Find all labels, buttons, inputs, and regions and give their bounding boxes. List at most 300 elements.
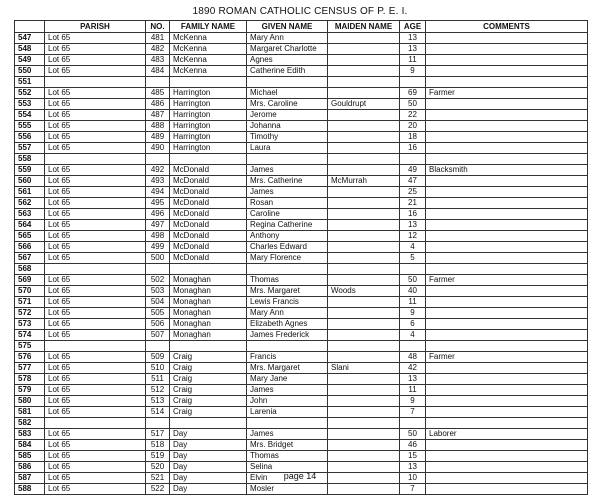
- given-name-cell: Rosan: [247, 198, 328, 209]
- parish-cell: Lot 65: [45, 99, 146, 110]
- age-cell: 22: [400, 110, 426, 121]
- age-cell: 18: [400, 132, 426, 143]
- family-name-cell: McDonald: [170, 220, 247, 231]
- given-name-cell: [247, 154, 328, 165]
- no-cell: 519: [146, 451, 170, 462]
- no-cell: 513: [146, 396, 170, 407]
- family-name-cell: Harrington: [170, 99, 247, 110]
- row-index: 565: [15, 231, 45, 242]
- age-cell: 50: [400, 99, 426, 110]
- table-row: [15, 231, 588, 242]
- maiden-name-cell: [328, 198, 400, 209]
- maiden-name-cell: [328, 55, 400, 66]
- comments-cell: Blacksmith: [426, 165, 588, 176]
- maiden-name-cell: [328, 319, 400, 330]
- no-cell: 495: [146, 198, 170, 209]
- given-name-cell: Elvin: [247, 473, 328, 484]
- family-name-cell: McDonald: [170, 253, 247, 264]
- parish-cell: Lot 65: [45, 440, 146, 451]
- table-row: [15, 66, 588, 77]
- table-row: [15, 154, 588, 165]
- no-cell: [146, 264, 170, 275]
- row-index: 556: [15, 132, 45, 143]
- given-name-cell: Anthony: [247, 231, 328, 242]
- parish-cell: Lot 65: [45, 55, 146, 66]
- parish-cell: Lot 65: [45, 176, 146, 187]
- age-cell: 46: [400, 440, 426, 451]
- family-name-cell: McDonald: [170, 242, 247, 253]
- row-index: 557: [15, 143, 45, 154]
- row-index: 561: [15, 187, 45, 198]
- row-index: 568: [15, 264, 45, 275]
- parish-cell: Lot 65: [45, 198, 146, 209]
- maiden-name-cell: [328, 374, 400, 385]
- no-cell: 512: [146, 385, 170, 396]
- age-cell: 48: [400, 352, 426, 363]
- age-cell: 13: [400, 44, 426, 55]
- row-index: 581: [15, 407, 45, 418]
- family-name-cell: McKenna: [170, 66, 247, 77]
- comments-cell: [426, 341, 588, 352]
- comments-cell: [426, 319, 588, 330]
- parish-cell: Lot 65: [45, 374, 146, 385]
- comments-cell: [426, 44, 588, 55]
- no-cell: 522: [146, 484, 170, 495]
- maiden-name-cell: [328, 429, 400, 440]
- row-index: 570: [15, 286, 45, 297]
- parish-cell: Lot 65: [45, 165, 146, 176]
- family-name-cell: McKenna: [170, 44, 247, 55]
- maiden-name-cell: Gouldrupt: [328, 99, 400, 110]
- comments-cell: [426, 385, 588, 396]
- parish-cell: Lot 65: [45, 407, 146, 418]
- no-cell: [146, 418, 170, 429]
- page-title: 1890 ROMAN CATHOLIC CENSUS OF P. E. I.: [192, 6, 408, 17]
- age-cell: [400, 341, 426, 352]
- no-cell: 497: [146, 220, 170, 231]
- comments-cell: [426, 220, 588, 231]
- maiden-name-cell: [328, 385, 400, 396]
- given-name-cell: Mary Ann: [247, 33, 328, 44]
- table-row: [15, 77, 588, 88]
- maiden-name-cell: [328, 121, 400, 132]
- family-name-cell: Craig: [170, 352, 247, 363]
- maiden-name-cell: [328, 407, 400, 418]
- comments-cell: [426, 143, 588, 154]
- column-header-age: AGE: [400, 21, 426, 33]
- no-cell: 493: [146, 176, 170, 187]
- parish-cell: Lot 65: [45, 451, 146, 462]
- no-cell: 484: [146, 66, 170, 77]
- given-name-cell: [247, 418, 328, 429]
- age-cell: 11: [400, 55, 426, 66]
- table-row: [15, 275, 588, 286]
- given-name-cell: Catherine Edith: [247, 66, 328, 77]
- family-name-cell: Day: [170, 440, 247, 451]
- age-cell: 9: [400, 396, 426, 407]
- row-index: 575: [15, 341, 45, 352]
- maiden-name-cell: [328, 66, 400, 77]
- row-index: 553: [15, 99, 45, 110]
- no-cell: 498: [146, 231, 170, 242]
- maiden-name-cell: [328, 396, 400, 407]
- given-name-cell: Margaret Charlotte: [247, 44, 328, 55]
- age-cell: 6: [400, 319, 426, 330]
- column-header-index: [15, 21, 45, 33]
- column-header-parish: PARISH: [45, 21, 146, 33]
- table-row: [15, 407, 588, 418]
- table-row: [15, 440, 588, 451]
- table-row: [15, 165, 588, 176]
- age-cell: [400, 154, 426, 165]
- given-name-cell: Mrs. Caroline: [247, 99, 328, 110]
- no-cell: 503: [146, 286, 170, 297]
- no-cell: 499: [146, 242, 170, 253]
- given-name-cell: Mary Florence: [247, 253, 328, 264]
- column-header-maiden-name: MAIDEN NAME: [328, 21, 400, 33]
- table-row: [15, 242, 588, 253]
- no-cell: 492: [146, 165, 170, 176]
- maiden-name-cell: [328, 132, 400, 143]
- no-cell: [146, 341, 170, 352]
- row-index: 582: [15, 418, 45, 429]
- age-cell: 11: [400, 297, 426, 308]
- maiden-name-cell: [328, 418, 400, 429]
- table-row: [15, 44, 588, 55]
- row-index: 587: [15, 473, 45, 484]
- comments-cell: Farmer: [426, 275, 588, 286]
- family-name-cell: Craig: [170, 374, 247, 385]
- row-index: 580: [15, 396, 45, 407]
- table-row: [15, 220, 588, 231]
- comments-cell: [426, 253, 588, 264]
- age-cell: 5: [400, 253, 426, 264]
- given-name-cell: Mrs. Margaret: [247, 286, 328, 297]
- no-cell: 505: [146, 308, 170, 319]
- age-cell: 21: [400, 198, 426, 209]
- row-index: 573: [15, 319, 45, 330]
- parish-cell: [45, 154, 146, 165]
- comments-cell: [426, 330, 588, 341]
- table-row: [15, 143, 588, 154]
- family-name-cell: Day: [170, 429, 247, 440]
- maiden-name-cell: [328, 484, 400, 495]
- row-index: 583: [15, 429, 45, 440]
- table-row: [15, 341, 588, 352]
- table-row: [15, 429, 588, 440]
- parish-cell: Lot 65: [45, 352, 146, 363]
- family-name-cell: McDonald: [170, 187, 247, 198]
- no-cell: 509: [146, 352, 170, 363]
- no-cell: 518: [146, 440, 170, 451]
- family-name-cell: Monaghan: [170, 286, 247, 297]
- age-cell: 16: [400, 143, 426, 154]
- age-cell: 69: [400, 88, 426, 99]
- no-cell: 483: [146, 55, 170, 66]
- family-name-cell: Day: [170, 484, 247, 495]
- age-cell: 49: [400, 165, 426, 176]
- row-index: 548: [15, 44, 45, 55]
- given-name-cell: James: [247, 429, 328, 440]
- comments-cell: Laborer: [426, 429, 588, 440]
- comments-cell: [426, 418, 588, 429]
- family-name-cell: Craig: [170, 363, 247, 374]
- age-cell: 7: [400, 484, 426, 495]
- maiden-name-cell: [328, 110, 400, 121]
- parish-cell: Lot 65: [45, 396, 146, 407]
- no-cell: [146, 154, 170, 165]
- census-table: [14, 20, 588, 495]
- given-name-cell: Lewis Francis: [247, 297, 328, 308]
- given-name-cell: Mrs. Catherine: [247, 176, 328, 187]
- page-number: page 14: [283, 471, 317, 481]
- given-name-cell: Agnes: [247, 55, 328, 66]
- family-name-cell: [170, 77, 247, 88]
- no-cell: 496: [146, 209, 170, 220]
- comments-cell: [426, 99, 588, 110]
- no-cell: 520: [146, 462, 170, 473]
- maiden-name-cell: [328, 440, 400, 451]
- table-row: [15, 297, 588, 308]
- parish-cell: Lot 65: [45, 143, 146, 154]
- no-cell: 521: [146, 473, 170, 484]
- table-row: [15, 253, 588, 264]
- parish-cell: Lot 65: [45, 209, 146, 220]
- table-row: [15, 330, 588, 341]
- comments-cell: [426, 110, 588, 121]
- age-cell: 11: [400, 385, 426, 396]
- given-name-cell: Elizabeth Agnes: [247, 319, 328, 330]
- parish-cell: Lot 65: [45, 253, 146, 264]
- maiden-name-cell: [328, 275, 400, 286]
- age-cell: [400, 418, 426, 429]
- maiden-name-cell: [328, 451, 400, 462]
- comments-cell: [426, 286, 588, 297]
- table-row: [15, 110, 588, 121]
- maiden-name-cell: [328, 264, 400, 275]
- maiden-name-cell: [328, 187, 400, 198]
- age-cell: 7: [400, 407, 426, 418]
- table-row: [15, 209, 588, 220]
- parish-cell: Lot 65: [45, 363, 146, 374]
- parish-cell: [45, 341, 146, 352]
- maiden-name-cell: [328, 220, 400, 231]
- given-name-cell: Laura: [247, 143, 328, 154]
- row-index: 562: [15, 198, 45, 209]
- given-name-cell: Selina: [247, 462, 328, 473]
- table-row: [15, 374, 588, 385]
- column-header-given-name: GIVEN NAME: [247, 21, 328, 33]
- parish-cell: Lot 65: [45, 121, 146, 132]
- row-index: 550: [15, 66, 45, 77]
- no-cell: 500: [146, 253, 170, 264]
- maiden-name-cell: [328, 341, 400, 352]
- given-name-cell: Johanna: [247, 121, 328, 132]
- comments-cell: [426, 77, 588, 88]
- parish-cell: Lot 65: [45, 308, 146, 319]
- age-cell: 50: [400, 429, 426, 440]
- table-row: [15, 319, 588, 330]
- parish-cell: Lot 65: [45, 88, 146, 99]
- row-index: 588: [15, 484, 45, 495]
- maiden-name-cell: [328, 143, 400, 154]
- table-row: [15, 396, 588, 407]
- parish-cell: Lot 65: [45, 275, 146, 286]
- column-header-comments: COMMENTS: [426, 21, 588, 33]
- parish-cell: Lot 65: [45, 297, 146, 308]
- age-cell: 16: [400, 209, 426, 220]
- no-cell: 486: [146, 99, 170, 110]
- given-name-cell: Mosler: [247, 484, 328, 495]
- row-index: 554: [15, 110, 45, 121]
- age-cell: 42: [400, 363, 426, 374]
- table-row: [15, 198, 588, 209]
- no-cell: 507: [146, 330, 170, 341]
- age-cell: 13: [400, 462, 426, 473]
- age-cell: 9: [400, 66, 426, 77]
- comments-cell: [426, 154, 588, 165]
- column-header-no: NO.: [146, 21, 170, 33]
- maiden-name-cell: [328, 88, 400, 99]
- comments-cell: [426, 297, 588, 308]
- no-cell: 517: [146, 429, 170, 440]
- family-name-cell: McDonald: [170, 165, 247, 176]
- no-cell: 481: [146, 33, 170, 44]
- table-row: [15, 308, 588, 319]
- row-index: 584: [15, 440, 45, 451]
- row-index: 579: [15, 385, 45, 396]
- maiden-name-cell: [328, 297, 400, 308]
- no-cell: 487: [146, 110, 170, 121]
- family-name-cell: Day: [170, 451, 247, 462]
- maiden-name-cell: [328, 330, 400, 341]
- table-row: [15, 55, 588, 66]
- no-cell: 489: [146, 132, 170, 143]
- table-row: [15, 121, 588, 132]
- comments-cell: [426, 187, 588, 198]
- age-cell: 10: [400, 473, 426, 484]
- row-index: 586: [15, 462, 45, 473]
- maiden-name-cell: [328, 209, 400, 220]
- comments-cell: [426, 132, 588, 143]
- table-row: [15, 264, 588, 275]
- comments-cell: [426, 374, 588, 385]
- family-name-cell: McDonald: [170, 198, 247, 209]
- given-name-cell: James: [247, 165, 328, 176]
- given-name-cell: Larenia: [247, 407, 328, 418]
- family-name-cell: McKenna: [170, 55, 247, 66]
- row-index: 566: [15, 242, 45, 253]
- given-name-cell: Mary Jane: [247, 374, 328, 385]
- given-name-cell: Mrs. Margaret: [247, 363, 328, 374]
- family-name-cell: McDonald: [170, 176, 247, 187]
- comments-cell: [426, 308, 588, 319]
- parish-cell: Lot 65: [45, 473, 146, 484]
- row-index: 564: [15, 220, 45, 231]
- no-cell: 494: [146, 187, 170, 198]
- parish-cell: Lot 65: [45, 484, 146, 495]
- row-index: 567: [15, 253, 45, 264]
- family-name-cell: Monaghan: [170, 319, 247, 330]
- given-name-cell: Jerome: [247, 110, 328, 121]
- family-name-cell: Day: [170, 462, 247, 473]
- age-cell: 4: [400, 330, 426, 341]
- header-row: [15, 21, 588, 33]
- comments-cell: [426, 209, 588, 220]
- age-cell: 4: [400, 242, 426, 253]
- no-cell: 504: [146, 297, 170, 308]
- age-cell: 40: [400, 286, 426, 297]
- given-name-cell: Mrs. Bridget: [247, 440, 328, 451]
- age-cell: [400, 264, 426, 275]
- family-name-cell: Day: [170, 473, 247, 484]
- given-name-cell: Thomas: [247, 451, 328, 462]
- census-table-body: [15, 33, 588, 495]
- comments-cell: [426, 66, 588, 77]
- no-cell: 488: [146, 121, 170, 132]
- family-name-cell: Monaghan: [170, 330, 247, 341]
- row-index: 558: [15, 154, 45, 165]
- given-name-cell: Thomas: [247, 275, 328, 286]
- parish-cell: Lot 65: [45, 110, 146, 121]
- parish-cell: Lot 65: [45, 319, 146, 330]
- table-row: [15, 88, 588, 99]
- maiden-name-cell: Slani: [328, 363, 400, 374]
- table-row: [15, 451, 588, 462]
- table-row: [15, 286, 588, 297]
- row-index: 569: [15, 275, 45, 286]
- parish-cell: Lot 65: [45, 44, 146, 55]
- table-row: [15, 176, 588, 187]
- comments-cell: [426, 33, 588, 44]
- parish-cell: Lot 65: [45, 242, 146, 253]
- given-name-cell: [247, 264, 328, 275]
- age-cell: 12: [400, 231, 426, 242]
- given-name-cell: Charles Edward: [247, 242, 328, 253]
- parish-cell: [45, 77, 146, 88]
- family-name-cell: Harrington: [170, 143, 247, 154]
- comments-cell: [426, 407, 588, 418]
- no-cell: 502: [146, 275, 170, 286]
- age-cell: [400, 77, 426, 88]
- family-name-cell: Craig: [170, 385, 247, 396]
- row-index: 560: [15, 176, 45, 187]
- family-name-cell: [170, 418, 247, 429]
- row-index: 572: [15, 308, 45, 319]
- given-name-cell: [247, 341, 328, 352]
- maiden-name-cell: [328, 308, 400, 319]
- table-row: [15, 484, 588, 495]
- family-name-cell: Monaghan: [170, 297, 247, 308]
- row-index: 571: [15, 297, 45, 308]
- maiden-name-cell: [328, 231, 400, 242]
- age-cell: 25: [400, 187, 426, 198]
- maiden-name-cell: [328, 154, 400, 165]
- comments-cell: [426, 55, 588, 66]
- table-row: [15, 132, 588, 143]
- comments-cell: [426, 231, 588, 242]
- given-name-cell: Caroline: [247, 209, 328, 220]
- comments-cell: [426, 242, 588, 253]
- no-cell: 490: [146, 143, 170, 154]
- maiden-name-cell: [328, 242, 400, 253]
- maiden-name-cell: Woods: [328, 286, 400, 297]
- row-index: 551: [15, 77, 45, 88]
- maiden-name-cell: [328, 33, 400, 44]
- no-cell: 511: [146, 374, 170, 385]
- family-name-cell: McDonald: [170, 209, 247, 220]
- parish-cell: Lot 65: [45, 429, 146, 440]
